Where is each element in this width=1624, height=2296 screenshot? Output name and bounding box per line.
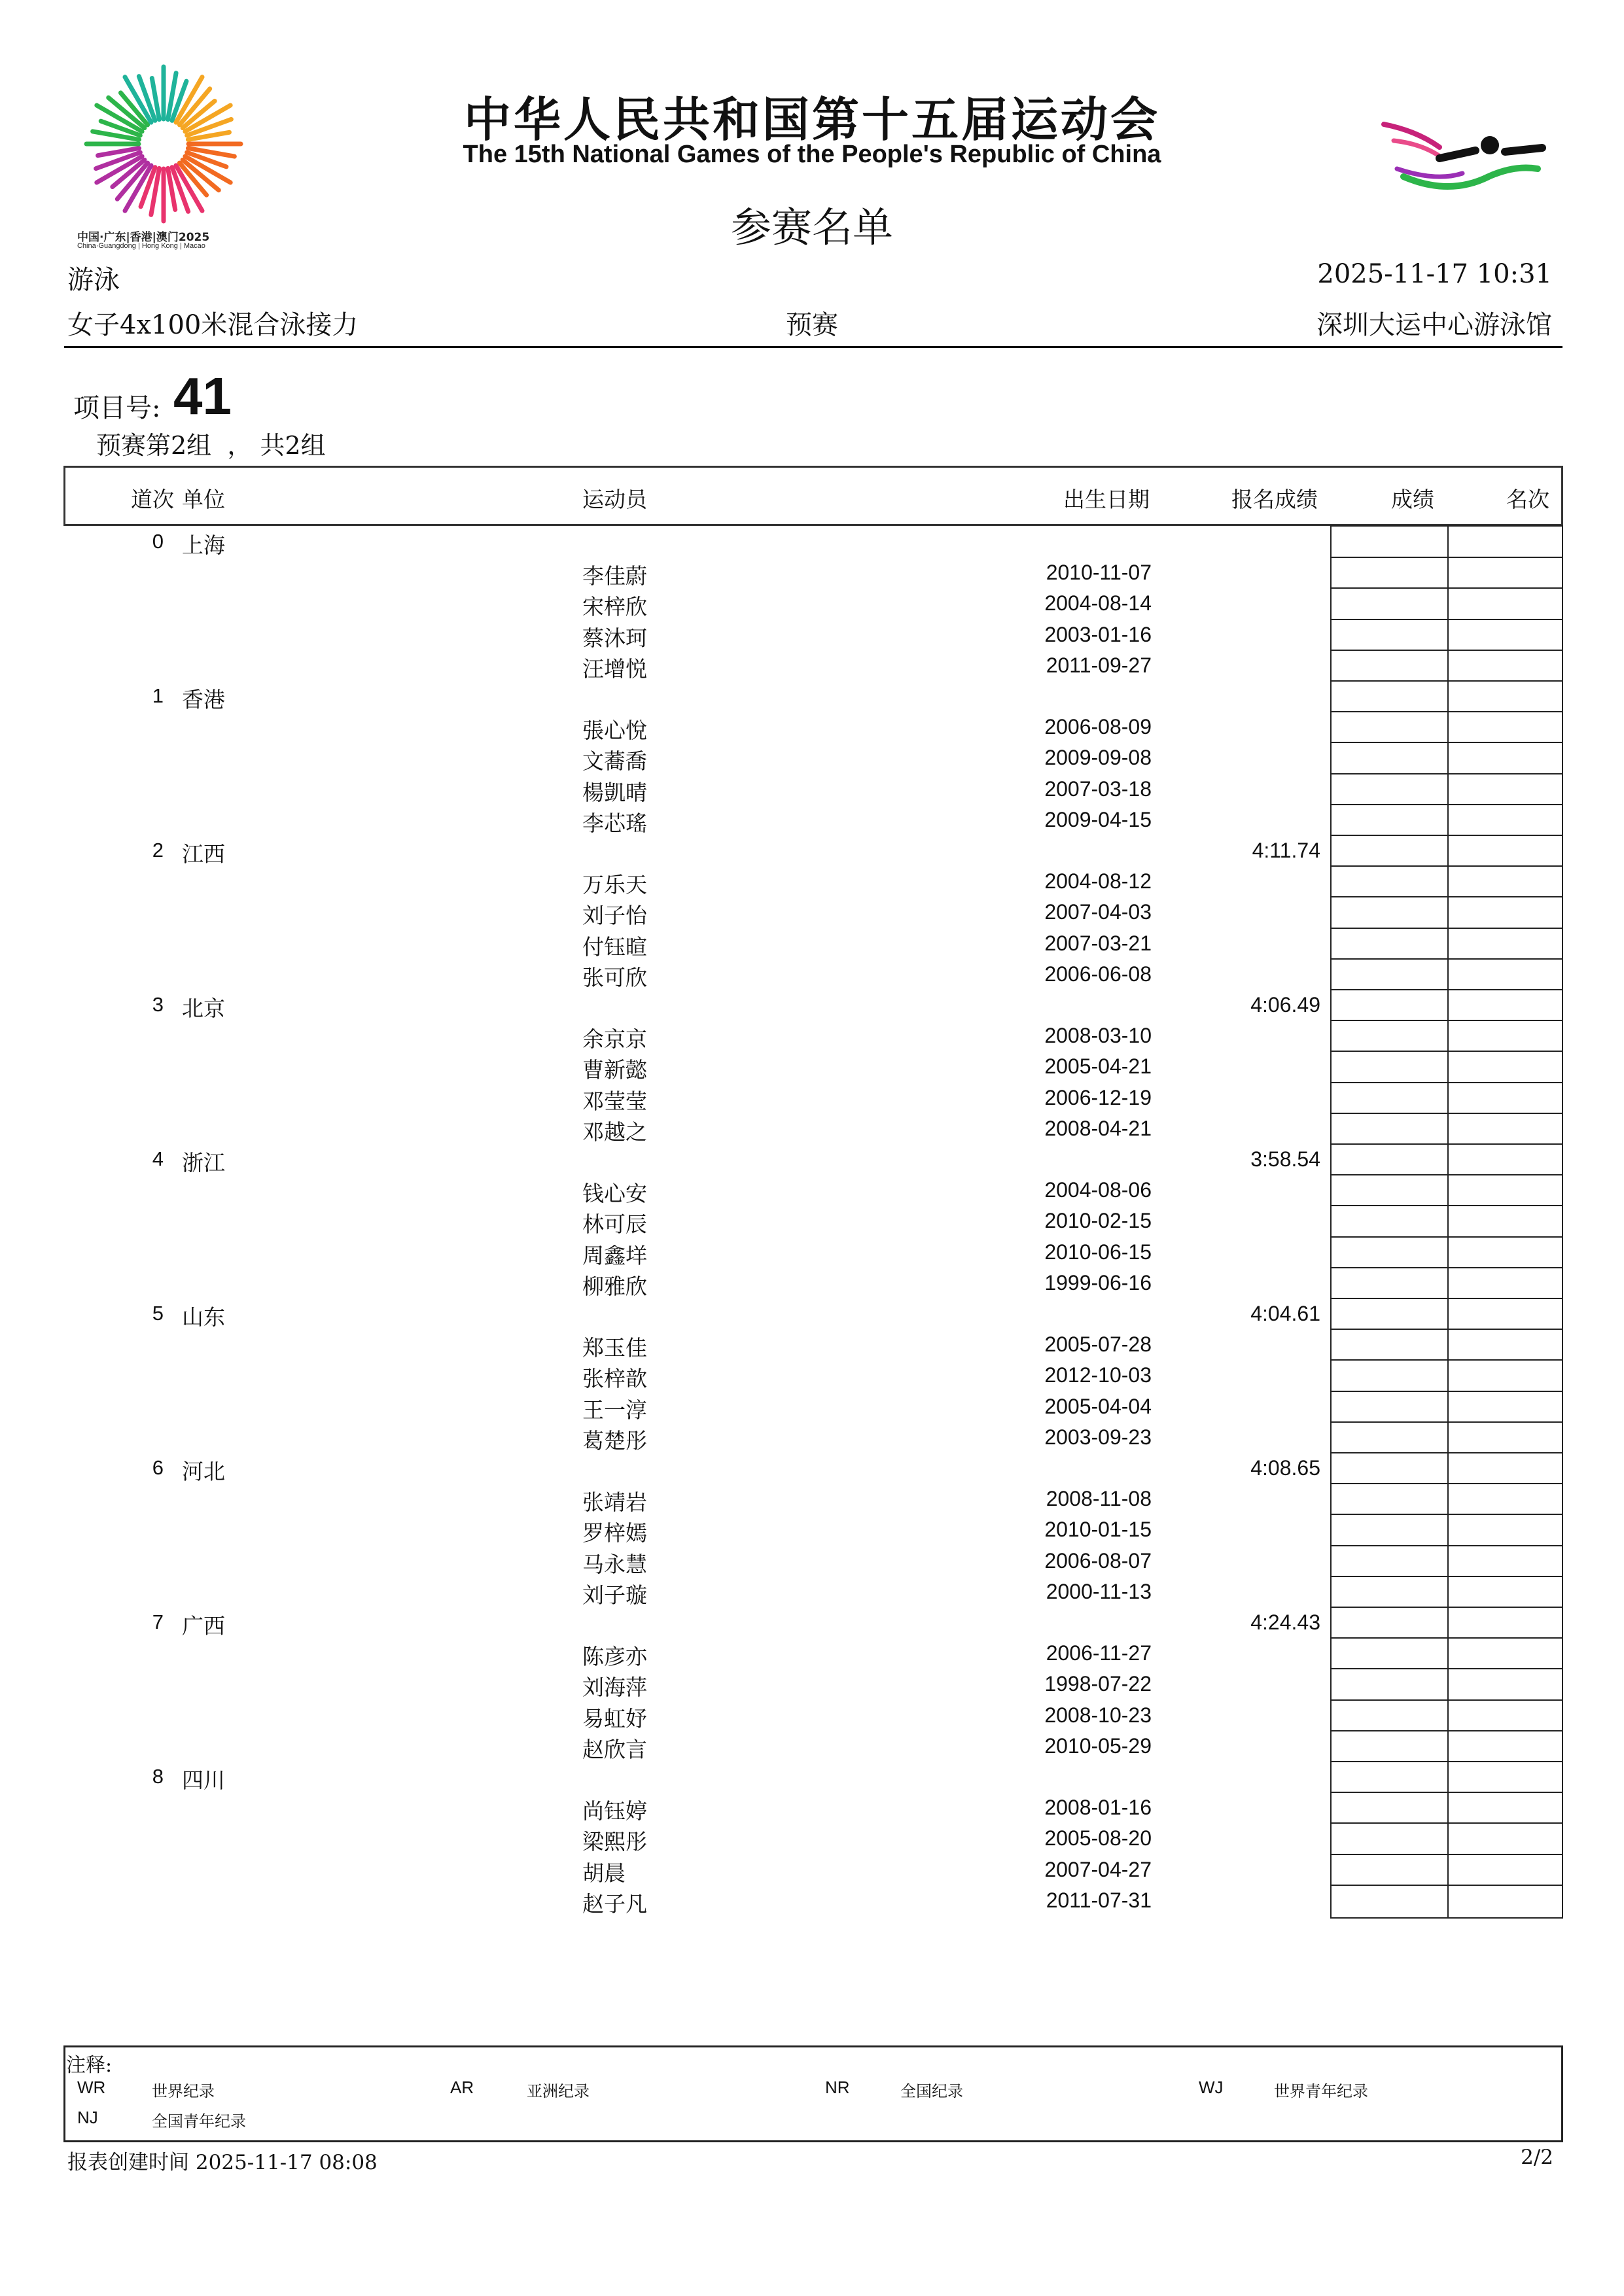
- grid-row-line: [1332, 711, 1562, 712]
- entry-time: 4:04.61: [1250, 1302, 1320, 1325]
- athlete-dob: 2000-11-13: [1046, 1579, 1152, 1603]
- grid-row-line: [1332, 1668, 1562, 1669]
- grid-row-line: [1332, 650, 1562, 651]
- col-lane: 道次: [131, 487, 174, 512]
- col-rank: 名次: [1506, 487, 1549, 512]
- athlete-name: 文蕎喬: [582, 748, 647, 774]
- entry-time: 4:24.43: [1250, 1610, 1320, 1634]
- heat-info: 预赛第2组 ， 共2组: [96, 431, 326, 460]
- grid-row-line: [1332, 742, 1562, 743]
- athlete-dob: 2006-08-07: [1044, 1548, 1152, 1573]
- athlete-name: 汪增悦: [582, 655, 647, 682]
- sport-name: 游泳: [67, 265, 120, 295]
- athlete-name: 罗梓嫣: [582, 1520, 647, 1546]
- athlete-dob: 2010-02-15: [1044, 1209, 1152, 1233]
- grid-row-line: [1332, 1298, 1562, 1299]
- athlete-dob: 2003-09-23: [1044, 1425, 1152, 1449]
- athlete-dob: 2011-09-27: [1046, 653, 1152, 677]
- athlete-dob: 2007-04-03: [1044, 900, 1152, 924]
- col-dob: 出生日期: [1063, 487, 1150, 512]
- athlete-dob: 2012-10-03: [1044, 1363, 1152, 1387]
- team-name: 北京: [182, 996, 225, 1021]
- grid-row-line: [1332, 773, 1562, 774]
- athlete-name: 宋梓欣: [582, 594, 647, 620]
- games-title-en: The 15th National Games of the People's Republic of China: [463, 141, 1161, 168]
- athlete-dob: 2010-05-29: [1044, 1733, 1152, 1758]
- lane-number: 5: [152, 1302, 164, 1325]
- team-name: 香港: [182, 687, 225, 712]
- col-athlete: 运动员: [582, 487, 647, 512]
- note-code-ar: AR: [450, 2078, 474, 2097]
- entry-time: 4:06.49: [1250, 993, 1320, 1017]
- athlete-name: 尚钰婷: [582, 1798, 647, 1824]
- lane-number: 6: [152, 1456, 164, 1479]
- document-title: 参赛名单: [730, 203, 893, 251]
- grid-row-line: [1332, 1020, 1562, 1021]
- col-entry: 报名成绩: [1231, 487, 1318, 512]
- grid-divider: [1447, 527, 1449, 1917]
- entry-time: 3:58.54: [1250, 1147, 1320, 1171]
- athlete-name: 钱心安: [582, 1181, 647, 1207]
- venue-name: 深圳大运中心游泳馆: [1316, 310, 1552, 340]
- athlete-dob: 2009-09-08: [1044, 746, 1152, 770]
- col-team: 单位: [182, 487, 225, 512]
- grid-row-line: [1332, 1885, 1562, 1886]
- grid-row-line: [1332, 865, 1562, 867]
- team-name: 上海: [182, 532, 225, 558]
- grid-row-line: [1332, 1267, 1562, 1268]
- grid-row-line: [1332, 1236, 1562, 1238]
- result-rank-grid: [1330, 525, 1563, 1919]
- athlete-name: 刘子璇: [582, 1582, 647, 1608]
- team-name: 浙江: [182, 1150, 225, 1175]
- athlete-dob: 1999-06-16: [1044, 1270, 1152, 1295]
- grid-row-line: [1332, 1637, 1562, 1639]
- grid-row-line: [1332, 1545, 1562, 1546]
- athlete-dob: 2006-11-27: [1046, 1641, 1152, 1665]
- grid-row-line: [1332, 1174, 1562, 1175]
- athlete-dob: 2003-01-16: [1044, 622, 1152, 646]
- athlete-name: 梁熙彤: [582, 1829, 647, 1855]
- athlete-dob: 2005-08-20: [1044, 1826, 1152, 1851]
- logo-text-cn: 中国·广东|香港|澳门2025: [77, 231, 210, 244]
- grid-row-line: [1332, 1607, 1562, 1608]
- athlete-dob: 2007-03-18: [1044, 776, 1152, 801]
- grid-row-line: [1332, 1391, 1562, 1392]
- athlete-dob: 2008-11-08: [1046, 1487, 1152, 1511]
- event-name: 女子4x100米混合泳接力: [67, 310, 359, 340]
- athlete-name: 林可辰: [582, 1211, 647, 1238]
- athlete-dob: 2009-04-15: [1044, 807, 1152, 831]
- grid-row-line: [1332, 1483, 1562, 1484]
- athlete-name: 張心悅: [582, 718, 647, 744]
- athlete-dob: 2008-01-16: [1044, 1796, 1152, 1820]
- grid-row-line: [1332, 804, 1562, 805]
- grid-row-line: [1332, 1082, 1562, 1083]
- team-name: 江西: [182, 841, 225, 867]
- grid-row-line: [1332, 1514, 1562, 1515]
- grid-row-line: [1332, 1329, 1562, 1330]
- note-code-wj: WJ: [1199, 2078, 1224, 2097]
- grid-row-line: [1332, 1421, 1562, 1423]
- note-code-nj: NJ: [77, 2108, 98, 2127]
- athlete-name: 马永慧: [582, 1551, 647, 1577]
- grid-row-line: [1332, 1205, 1562, 1206]
- athlete-dob: 2004-08-06: [1044, 1178, 1152, 1202]
- athlete-name: 葛楚彤: [582, 1427, 647, 1453]
- athlete-name: 曹新懿: [582, 1057, 647, 1083]
- grid-row-line: [1332, 1792, 1562, 1793]
- athlete-name: 蔡沐珂: [582, 625, 647, 651]
- athlete-name: 周鑫垟: [582, 1242, 647, 1268]
- athlete-dob: 2008-04-21: [1044, 1116, 1152, 1140]
- print-datetime: 2025-11-17 10:31: [1317, 259, 1552, 289]
- grid-row-line: [1332, 958, 1562, 960]
- grid-row-line: [1332, 835, 1562, 836]
- grid-row-line: [1332, 1452, 1562, 1453]
- lane-number: 2: [152, 839, 164, 861]
- note-code-nr: NR: [825, 2078, 850, 2097]
- lane-number: 8: [152, 1765, 164, 1788]
- event-phase: 预赛: [786, 310, 838, 340]
- athlete-name: 陈彦亦: [582, 1644, 647, 1670]
- athlete-name: 万乐天: [582, 872, 647, 898]
- athlete-name: 易虹妤: [582, 1705, 647, 1731]
- athlete-name: 付钰暄: [582, 933, 647, 960]
- athlete-dob: 2010-11-07: [1046, 561, 1152, 585]
- athlete-name: 邓越之: [582, 1119, 647, 1145]
- grid-row-line: [1332, 557, 1562, 558]
- grid-row-line: [1332, 587, 1562, 589]
- page-number: 2/2: [1521, 2146, 1553, 2169]
- team-name: 广西: [182, 1613, 225, 1639]
- athlete-name: 余京京: [582, 1026, 647, 1052]
- note-text-wr: 世界纪录: [152, 2082, 215, 2100]
- entry-time: 4:08.65: [1250, 1456, 1320, 1480]
- col-result: 成绩: [1391, 487, 1434, 512]
- athlete-dob: 2008-03-10: [1044, 1024, 1152, 1048]
- athlete-name: 刘海萍: [582, 1675, 647, 1701]
- athlete-dob: 2004-08-12: [1044, 869, 1152, 894]
- athlete-name: 张可欣: [582, 964, 647, 990]
- athlete-name: 赵子凡: [582, 1890, 647, 1917]
- grid-row-line: [1332, 928, 1562, 929]
- grid-row-line: [1332, 896, 1562, 897]
- athlete-name: 李佳蔚: [582, 563, 647, 589]
- athlete-dob: 2005-04-21: [1044, 1054, 1152, 1079]
- athlete-name: 张梓歆: [582, 1366, 647, 1392]
- grid-row-line: [1332, 1143, 1562, 1145]
- grid-row-line: [1332, 1576, 1562, 1577]
- athlete-dob: 1998-07-22: [1044, 1672, 1152, 1696]
- grid-row-line: [1332, 1761, 1562, 1762]
- entry-time: 4:11.74: [1252, 839, 1320, 862]
- logo-text-en: China·Guangdong | Hong Kong | Macao: [77, 242, 205, 250]
- athlete-name: 郑玉佳: [582, 1335, 647, 1361]
- note-text-ar: 亚洲纪录: [527, 2082, 590, 2100]
- athlete-dob: 2010-06-15: [1044, 1240, 1152, 1264]
- athlete-dob: 2010-01-15: [1044, 1518, 1152, 1542]
- athlete-name: 楊凱晴: [582, 779, 647, 805]
- lane-number: 4: [152, 1147, 164, 1170]
- grid-row-line: [1332, 989, 1562, 990]
- note-code-wr: WR: [77, 2078, 106, 2097]
- athlete-name: 张靖岩: [582, 1489, 647, 1516]
- athlete-dob: 2005-04-04: [1044, 1394, 1152, 1418]
- athlete-name: 赵欣言: [582, 1736, 647, 1762]
- team-name: 四川: [182, 1767, 225, 1793]
- grid-row-line: [1332, 1051, 1562, 1052]
- team-name: 山东: [182, 1304, 225, 1330]
- athlete-name: 邓莹莹: [582, 1088, 647, 1114]
- athlete-dob: 2004-08-14: [1044, 591, 1152, 616]
- lane-number: 7: [152, 1610, 164, 1633]
- athlete-dob: 2011-07-31: [1046, 1888, 1152, 1912]
- note-text-nr: 全国纪录: [900, 2082, 963, 2100]
- athlete-name: 李芯瑤: [582, 810, 647, 836]
- lane-number: 1: [152, 684, 164, 707]
- event-number-label: 项目号:: [73, 393, 161, 423]
- grid-row-line: [1332, 680, 1562, 682]
- report-created: 报表创建时间 2025-11-17 08:08: [67, 2151, 378, 2174]
- athlete-dob: 2007-04-27: [1044, 1857, 1152, 1881]
- athlete-dob: 2007-03-21: [1044, 931, 1152, 955]
- grid-row-line: [1332, 1113, 1562, 1114]
- athlete-dob: 2006-12-19: [1044, 1085, 1152, 1109]
- grid-row-line: [1332, 619, 1562, 620]
- team-name: 河北: [182, 1459, 225, 1484]
- athlete-dob: 2008-10-23: [1044, 1703, 1152, 1727]
- athlete-dob: 2006-06-08: [1044, 962, 1152, 986]
- lane-number: 3: [152, 993, 164, 1016]
- note-text-nj: 全国青年纪录: [152, 2112, 246, 2131]
- lane-number: 0: [152, 530, 164, 553]
- grid-row-line: [1332, 1730, 1562, 1731]
- athlete-name: 柳雅欣: [582, 1273, 647, 1299]
- athlete-dob: 2005-07-28: [1044, 1332, 1152, 1357]
- athlete-dob: 2006-08-09: [1044, 715, 1152, 739]
- grid-row-line: [1332, 1699, 1562, 1701]
- athlete-name: 刘子怡: [582, 903, 647, 929]
- athlete-name: 王一淳: [582, 1397, 647, 1423]
- grid-row-line: [1332, 1359, 1562, 1361]
- event-number: 41: [173, 367, 232, 425]
- games-title-cn: 中华人民共和国第十五届运动会: [463, 92, 1160, 147]
- grid-row-line: [1332, 1822, 1562, 1824]
- athlete-name: 胡晨: [582, 1860, 626, 1886]
- note-text-wj: 世界青年纪录: [1274, 2082, 1368, 2100]
- grid-row-line: [1332, 1854, 1562, 1855]
- notes-label: 注释:: [66, 2054, 113, 2077]
